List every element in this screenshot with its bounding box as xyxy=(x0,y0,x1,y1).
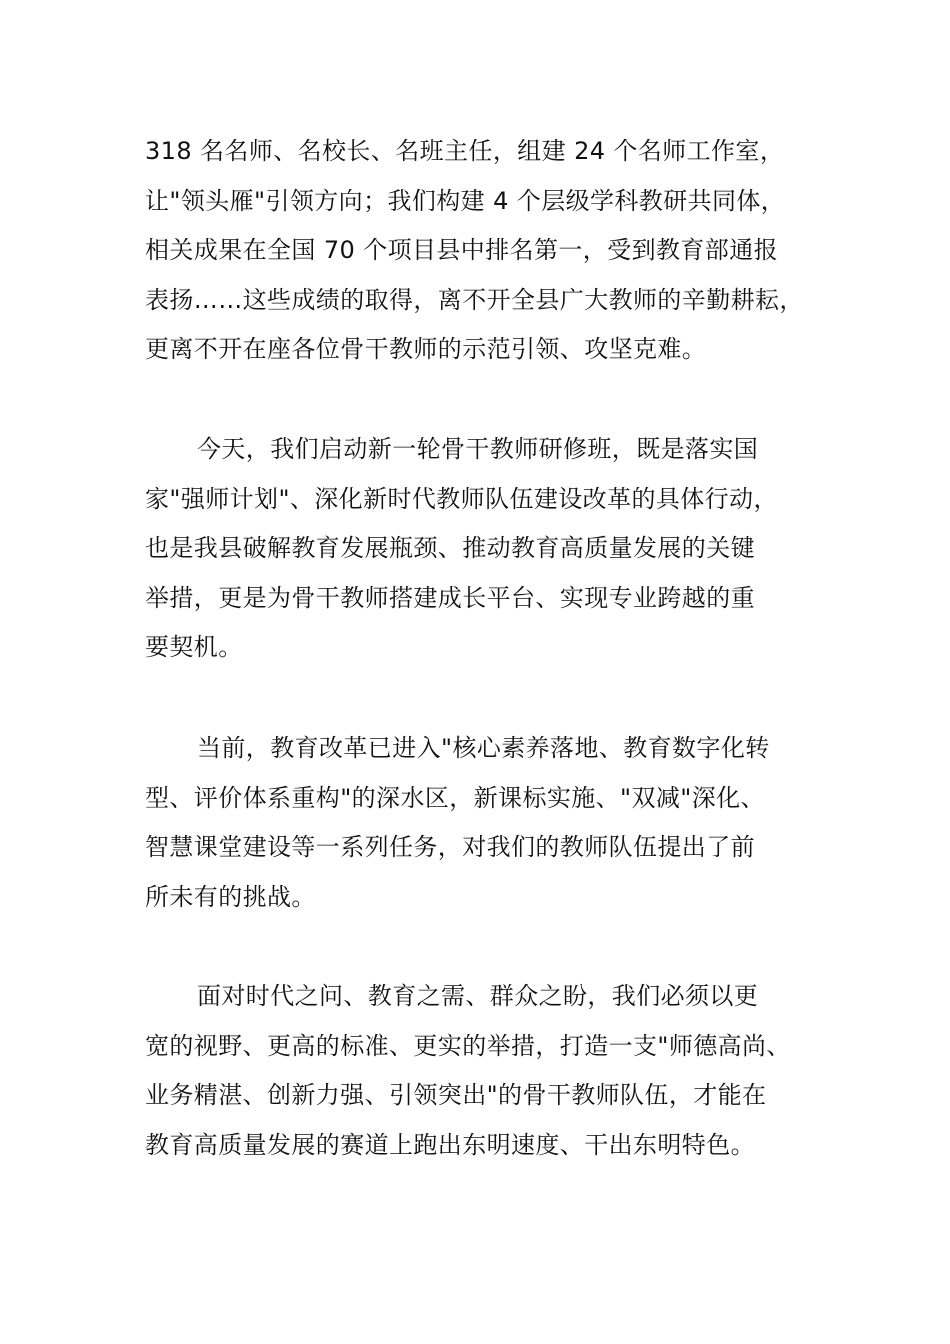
paragraph-line: 面对时代之问、教育之需、群众之盼，我们必须以更 xyxy=(197,982,759,1010)
paragraph-line: 让"领头雁"引领方向；我们构建 4 个层级学科教研共同体， xyxy=(145,186,786,215)
paragraph-line: 更离不开在座各位骨干教师的示范引领、攻坚克难。 xyxy=(145,335,707,363)
paragraph-line: 教育高质量发展的赛道上跑出东明速度、干出东明特色。 xyxy=(145,1130,755,1159)
paragraph-3 xyxy=(145,724,835,922)
paragraph-line: 型、评价体系重构"的深水区，新课标实施、"双减"深化、 xyxy=(145,783,765,812)
paragraph-line: 318 名名师、名校长、名班主任，组建 24 个名师工作室， xyxy=(145,137,785,165)
paragraph-line: 家"强师计划"、深化新时代教师队伍建设改革的具体行动， xyxy=(145,484,778,513)
paragraph-line: 当前，教育改革已进入"核心素养落地、教育数字化转 xyxy=(197,734,770,762)
paragraph-line: 业务精湛、创新力强、引领突出"的骨干教师队伍，才能在 xyxy=(145,1081,767,1109)
paragraph-line: 表扬……这些成绩的取得，离不开全县广大教师的辛勤耕耘， xyxy=(145,285,804,314)
paragraph-4 xyxy=(145,972,835,1170)
paragraph-line: 相关成果在全国 70 个项目县中排名第一，受到教育部通报 xyxy=(145,236,778,264)
paragraph-line: 举措，更是为骨干教师搭建成长平台、实现专业跨越的重 xyxy=(145,583,755,612)
paragraph-line: 智慧课堂建设等一系列任务，对我们的教师队伍提出了前 xyxy=(145,833,755,861)
paragraph-line: 所未有的挑战。 xyxy=(145,882,316,911)
paragraph-2 xyxy=(145,425,835,673)
paragraph-line: 宽的视野、更高的标准、更实的举措，打造一支"师德高尚、 xyxy=(145,1031,791,1060)
paragraph-line: 要契机。 xyxy=(145,633,243,661)
paragraph-line: 今天，我们启动新一轮骨干教师研修班，既是落实国 xyxy=(197,435,759,463)
paragraph-line: 也是我县破解教育发展瓶颈、推动教育高质量发展的关键 xyxy=(145,534,755,562)
paragraph-1 xyxy=(145,127,835,375)
